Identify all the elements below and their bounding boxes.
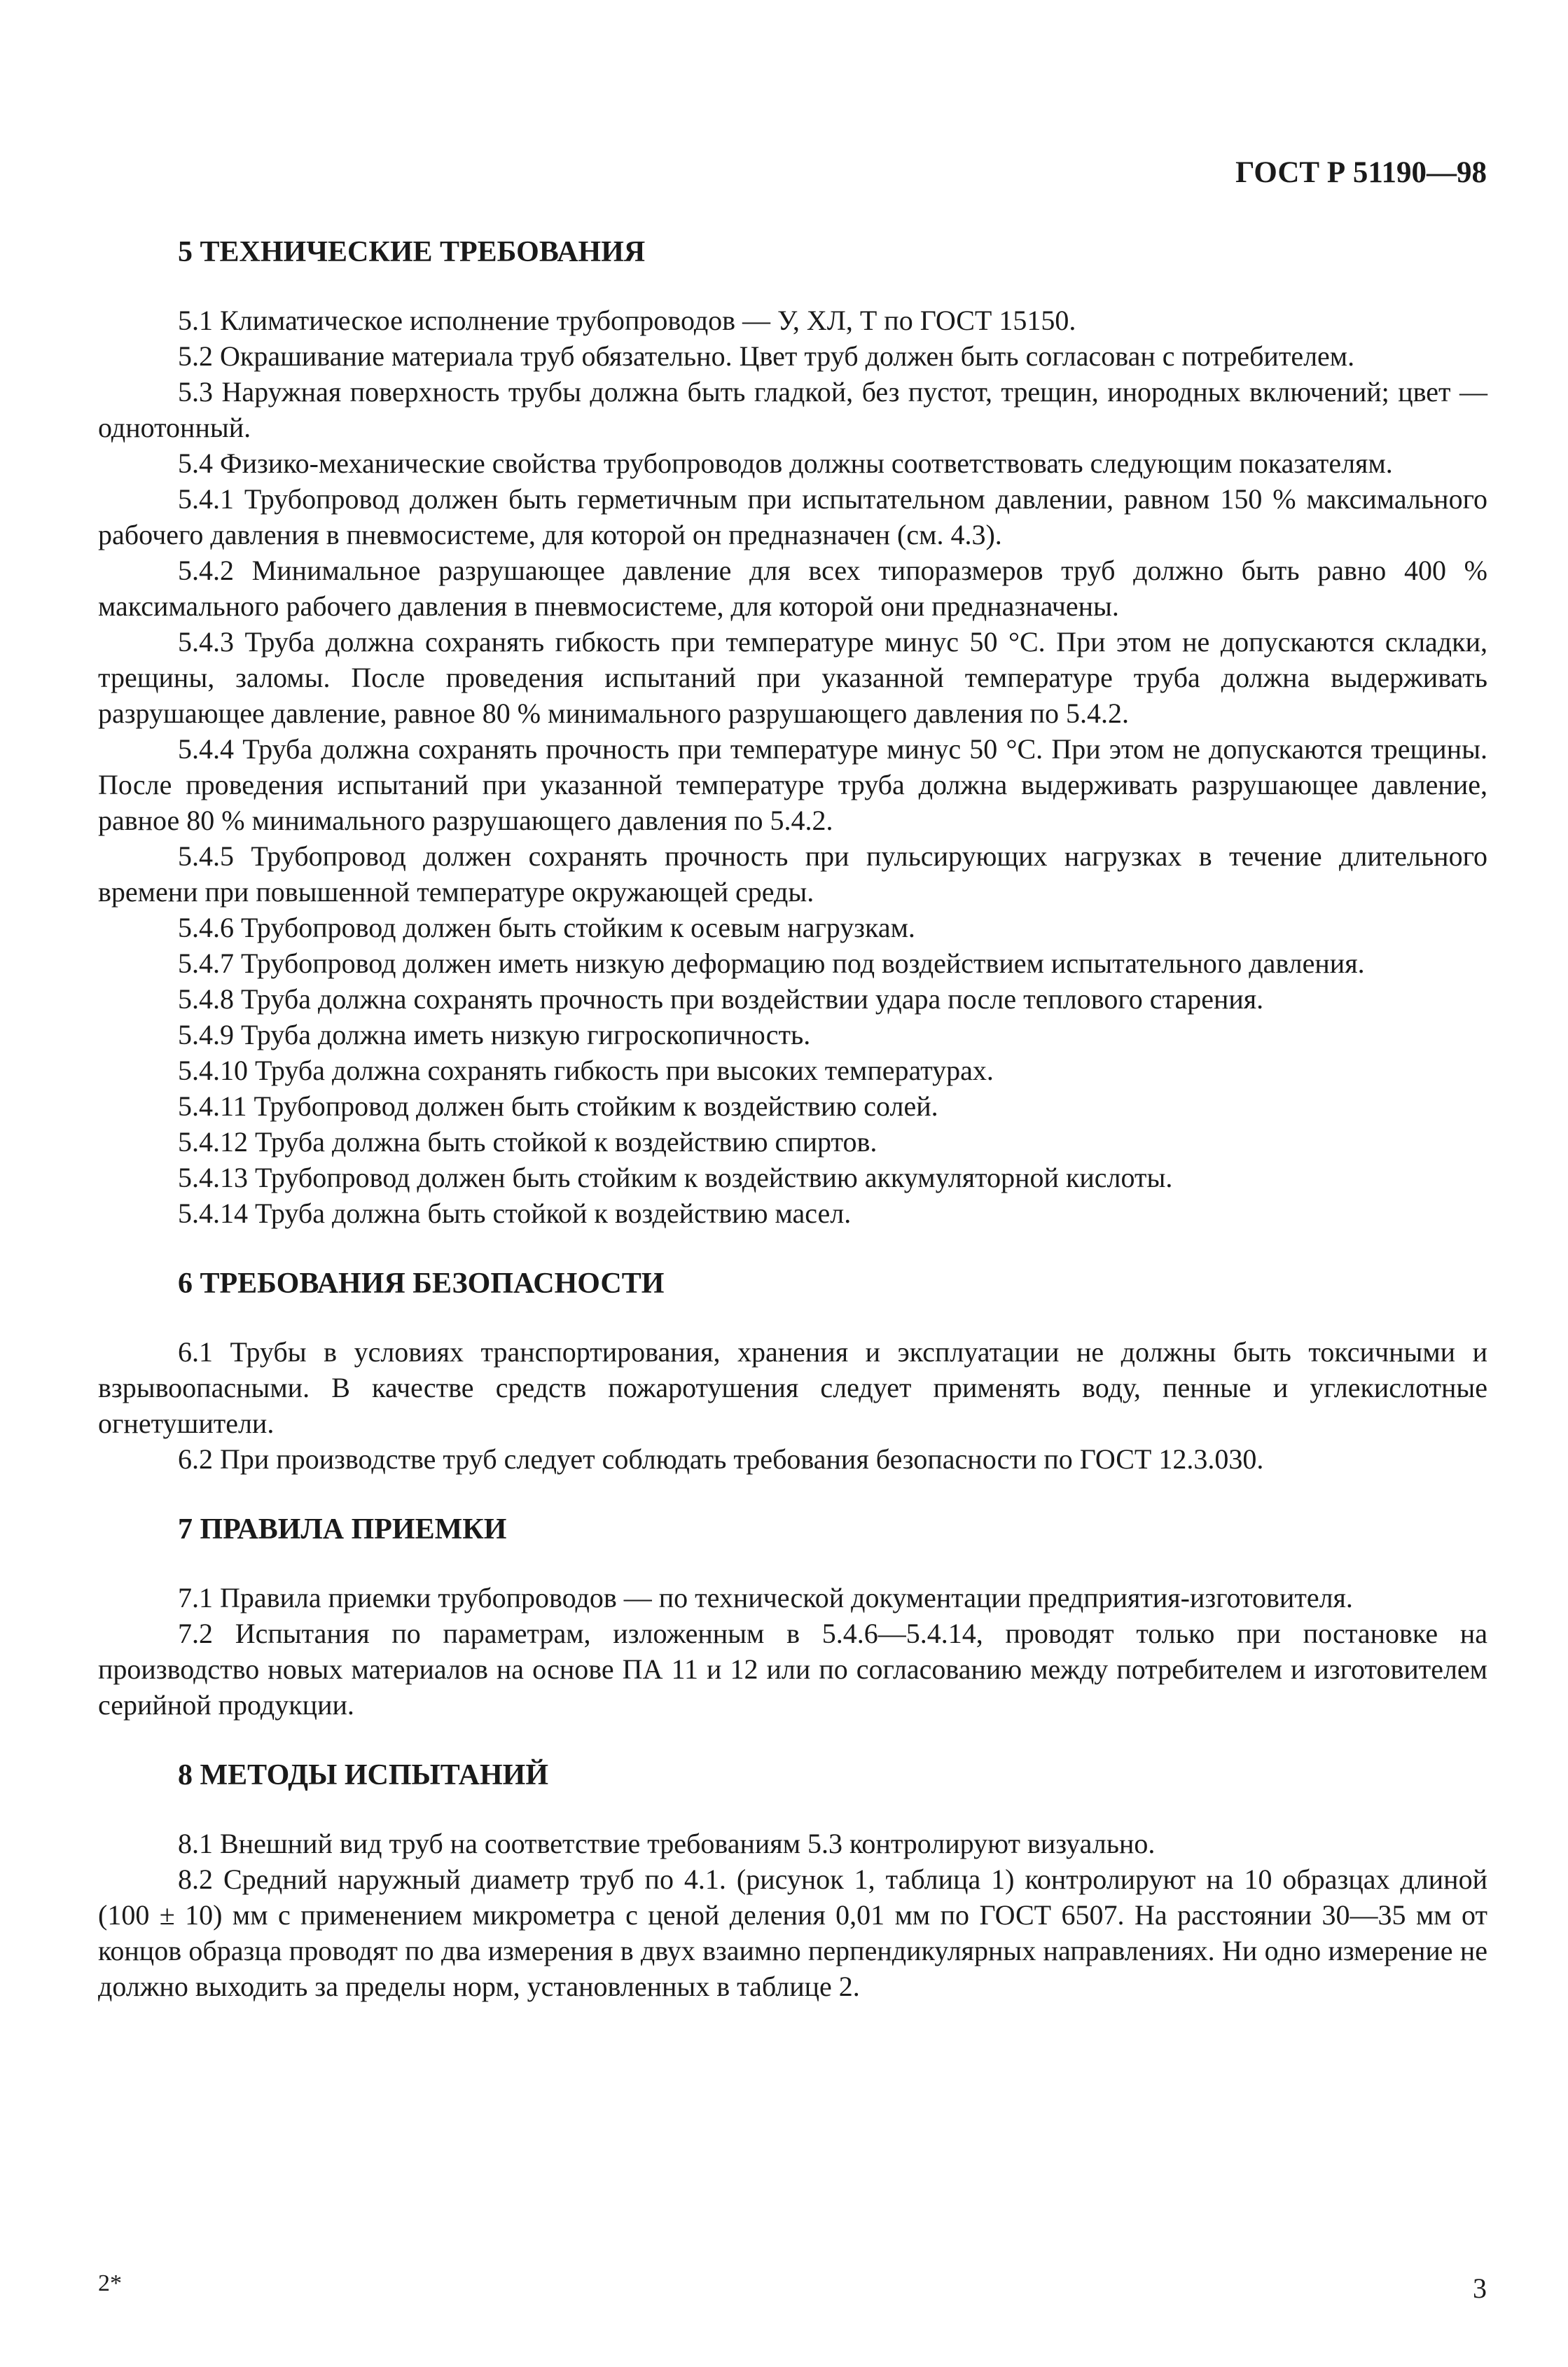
paragraph: 7.1 Правила приемки трубопроводов — по технической документации предприятия-изготовителя.: [178, 1582, 1353, 1613]
section-heading: 7 ПРАВИЛА ПРИЕМКИ: [178, 1513, 507, 1546]
section-heading: 5 ТЕХНИЧЕСКИЕ ТРЕБОВАНИЯ: [178, 236, 646, 268]
paragraph: 8.2 Средний наружный диаметр труб по 4.1. (рисунок 1, таблица 1) контролируют на 10 образцах длиной (100 ± 10) мм с применением микрометра с ценой деления 0,01 мм по ГОСТ 6507. На расстоянии 30—35 мм от концов образца проводят по два измерения в двух взаимно перпендикулярных направлениях. Ни одно измерение не должно выходить за пределы норм, установленных в таблице 2.: [98, 1863, 1487, 2002]
section-heading: 8 МЕТОДЫ ИСПЫТАНИЙ: [178, 1759, 548, 1791]
paragraph: 6.1 Трубы в условиях транспортирования, хранения и эксплуатации не должны быть токсичными и взрывоопасными. В качестве средств пожаротушения следует применять воду, пенные и углекислотные огнетушители.: [98, 1336, 1487, 1439]
paragraph: 5.4.11 Трубопровод должен быть стойким к воздействию солей.: [178, 1090, 938, 1122]
document-code: ГОСТ Р 51190—98: [1235, 156, 1487, 189]
paragraph: 8.1 Внешний вид труб на соответствие требованиям 5.3 контролируют визуально.: [178, 1828, 1156, 1859]
section: [98, 1512, 1487, 1723]
section: [98, 1266, 1487, 1477]
paragraph: 5.4.4 Труба должна сохранять прочность при температуре минус 50 °С. При этом не допускаются трещины. После проведения испытаний при указанной температуре труба должна выдерживать разрушающее давление, равное 80 % минимального разрушающего давления по 5.4.2.: [98, 733, 1487, 836]
sheet-mark: 2*: [98, 2270, 122, 2296]
paragraph: 7.2 Испытания по параметрам, изложенным в 5.4.6—5.4.14, проводят только при постановке на производство новых материалов на основе ПА 11 и 12 или по согласованию между потребителем и изготовителем серийной продукции.: [98, 1618, 1487, 1721]
paragraph: 6.2 При производстве труб следует соблюдать требования безопасности по ГОСТ 12.3.030.: [178, 1443, 1264, 1475]
paragraph: 5.4.12 Труба должна быть стойкой к воздействию спиртов.: [178, 1126, 877, 1158]
paragraph: 5.4.7 Трубопровод должен иметь низкую деформацию под воздействием испытательного давления.: [178, 948, 1365, 979]
paragraph: 5.2 Окрашивание материала труб обязательно. Цвет труб должен быть согласован с потребителем.: [178, 340, 1355, 372]
paragraph: 5.4.8 Труба должна сохранять прочность при воздействии удара после теплового старения.: [178, 983, 1264, 1015]
section: [98, 235, 1487, 1231]
document-body: [98, 235, 1487, 2039]
section: [98, 1758, 1487, 2004]
paragraph: 5.4.1 Трубопровод должен быть герметичным при испытательном давлении, равном 150 % максимального рабочего давления в пневмосистеме, для которой он предназначен (см. 4.3).: [98, 483, 1487, 550]
paragraph: 5.4.3 Труба должна сохранять гибкость при температуре минус 50 °С. При этом не допускаются складки, трещины, заломы. После проведения испытаний при указанной температуре труба должна выдерживать разрушающее давление, равное 80 % минимального разрушающего давления по 5.4.2.: [98, 626, 1487, 729]
paragraph: 5.4.2 Минимальное разрушающее давление для всех типоразмеров труб должно быть равно 400 % максимального рабочего давления в пневмосистеме, для которой они предназначены.: [98, 555, 1487, 622]
paragraph: 5.4.5 Трубопровод должен сохранять прочность при пульсирующих нагрузках в течение длительного времени при повышенной температуре окружающей среды.: [98, 840, 1487, 908]
paragraph: 5.4.9 Труба должна иметь низкую гигроскопичность.: [178, 1019, 811, 1050]
section-heading: 6 ТРЕБОВАНИЯ БЕЗОПАСНОСТИ: [178, 1268, 665, 1300]
paragraph: 5.4.6 Трубопровод должен быть стойким к осевым нагрузкам.: [178, 912, 915, 943]
paragraph: 5.4.10 Труба должна сохранять гибкость при высоких температурах.: [178, 1055, 994, 1086]
paragraph: 5.3 Наружная поверхность трубы должна быть гладкой, без пустот, трещин, инородных включений; цвет — однотонный.: [98, 376, 1487, 443]
paragraph: 5.4 Физико-механические свойства трубопроводов должны соответствовать следующим показателям.: [178, 447, 1393, 479]
paragraph: 5.4.14 Труба должна быть стойкой к воздействию масел.: [178, 1198, 852, 1229]
page-number: 3: [1473, 2272, 1487, 2304]
paragraph: 5.1 Климатическое исполнение трубопроводов — У, ХЛ, Т по ГОСТ 15150.: [178, 305, 1076, 336]
paragraph: 5.4.13 Трубопровод должен быть стойким к воздействию аккумуляторной кислоты.: [178, 1162, 1173, 1193]
